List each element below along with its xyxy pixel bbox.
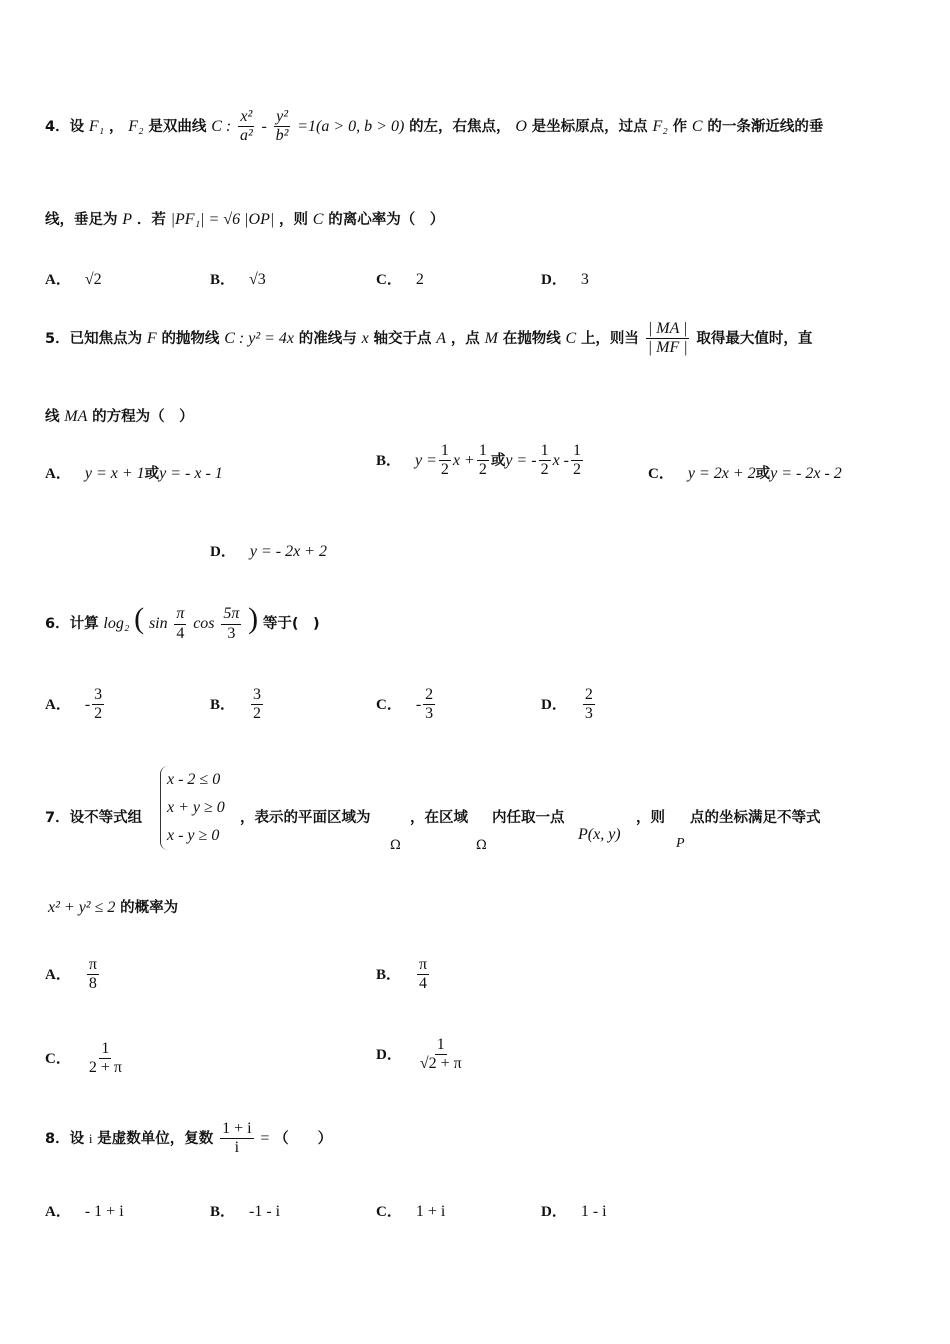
q7-stem-text: ，表示的平面区域为 [240,810,371,826]
q8-option-c[interactable]: C． 1 + i [376,1203,446,1220]
q4-frac-x: $\frac{\text{x²}}{\text{a²}}$ [239,108,253,145]
q7-stem-label: 7．设不等式组 [45,810,143,826]
q7-option-c[interactable]: C． $\frac{1}{2 + \pi}$ [45,1040,122,1077]
q5-option-b[interactable]: B． y = $\frac{1}{2}$ x + $\frac{1}{2}$ 或y = - $\frac{1}{2}$ x - $\frac{1}{2}$ [376,442,581,479]
q7-omega-1: Ω [390,838,401,853]
q4-option-c[interactable]: C． 2 [376,271,424,288]
q4-line2: 线，垂足为 P ．若 |PF₁| = √6 |OP| ，则 C 的离心率为（ ） [45,211,445,228]
q6-option-d[interactable]: D． $\frac{2}{3}$ [541,686,593,723]
q5-option-c[interactable]: C． y = 2x + 2或y = - 2x - 2 [648,465,842,482]
q7-stem-text4: ，则 [636,810,665,826]
q4-line1: 4．设 F₁ ， F₂ 是双曲线 C : $\frac{\text{x²}}{\text{a²}}$ - $\frac{\text{y²}}{\text{b²}}$ =1(a > 0, b > 0) 的左，右焦点， O 是坐标原点，过点 F₂ 作 C 的一条渐近线的垂 [45,108,824,145]
q7-inequality-system: x - 2 ≤ 0 x + y ≥ 0 x - y ≥ 0 [160,766,225,850]
q5-option-a[interactable]: A． y = x + 1或y = - x - 1 [45,465,223,482]
q7-stem-text3: 内任取一点 [492,810,565,826]
q6-option-c[interactable]: C． - $\frac{2}{3}$ [376,686,434,723]
q7-option-b[interactable]: B． $\frac{\pi}{4}$ [376,956,428,993]
q5-line2: 线 MA 的方程为（ ） [45,408,194,425]
q8-stem: 8．设 i 是虚数单位，复数 $\frac{1 + i}{i}$ = （ ） [45,1120,333,1157]
q7-line2: x² + y² ≤ 2 的概率为 [48,899,179,916]
q6-option-a[interactable]: A． - $\frac{3}{2}$ [45,686,103,723]
q7-p: P [676,836,685,851]
q8-option-a[interactable]: A． - 1 + i [45,1203,124,1220]
q8-option-d[interactable]: D． 1 - i [541,1203,607,1220]
q7-stem-text5: 点的坐标满足不等式 [690,810,821,826]
q8-option-b[interactable]: B． -1 - i [210,1203,281,1220]
q7-option-a[interactable]: A． $\frac{\pi}{8}$ [45,956,97,993]
q7-omega-2: Ω [476,838,487,853]
q5-line1: 5．已知焦点为 F 的抛物线 C : y² = 4x 的准线与 x 轴交于点 A ，点 M 在抛物线 C 上，则当 $\frac{| MA |}{| MF |}$ 取得最大值时，直 [45,320,813,357]
q4-option-b[interactable]: B． √3 [210,271,266,288]
q7-stem-text2: ，在区域 [410,810,468,826]
q5-ratio: $\frac{| MA |}{| MF |}$ [647,320,688,357]
q4-option-d[interactable]: D． 3 [541,271,589,288]
q6-stem: 6．计算 log₂ ( sin $\frac{\pi}{4}$ cos $\frac{5\pi}{3}$ ) 等于( ) [45,602,320,642]
q6-option-b[interactable]: B． $\frac{3}{2}$ [210,686,262,723]
q5-option-d[interactable]: D． y = - 2x + 2 [210,543,327,560]
q7-option-d[interactable]: D． $\frac{1}{√2 + \pi}$ [376,1036,462,1073]
q4-frac-y: $\frac{\text{y²}}{\text{b²}}$ [275,108,289,145]
q4-option-a[interactable]: A． √2 [45,271,102,288]
q7-point: P(x, y) [578,826,621,843]
